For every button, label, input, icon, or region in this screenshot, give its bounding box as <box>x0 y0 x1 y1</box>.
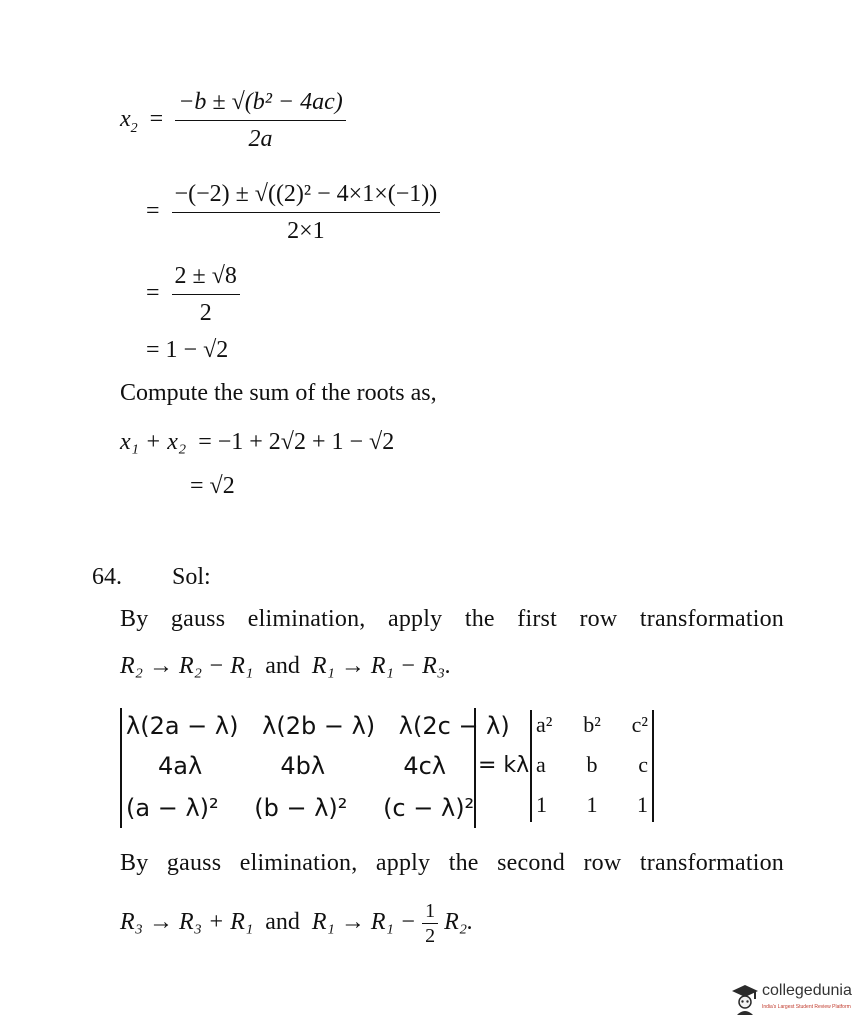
simplified-denominator: 2 <box>199 300 212 326</box>
simplified-numerator: 2 ± √8 <box>172 262 240 295</box>
half-numerator: 1 <box>422 900 438 924</box>
substituted-fraction <box>172 180 441 245</box>
det-right-cell-1-3: c² <box>631 712 648 737</box>
det-right-bar-right <box>652 710 654 822</box>
question-number: 64. <box>92 564 122 590</box>
det-left-cell-3-3: (c − λ)² <box>383 794 475 822</box>
sum-result: = √2 <box>190 473 235 499</box>
quadratic-numerator: −b ± √(b² − 4ac) <box>175 88 346 121</box>
det-left-cell-3-1: (a − λ)² <box>126 794 219 822</box>
det-right-bar-left <box>530 710 532 822</box>
substituted-numerator: −(−2) ± √((2)² − 4×1×(−1)) <box>172 180 441 213</box>
substituted-formula: = $\frac{\text{−(−2) ± √((2)² − 4×1×(−1))}}{2\times 1}$ <box>146 180 440 245</box>
det-left-cell-2-1: 4aλ <box>158 752 203 780</box>
x2-label: $x_2$ <box>120 106 138 136</box>
collegedunia-logo <box>730 980 852 1018</box>
half-denominator: 2 <box>425 925 436 947</box>
det-right-cell-2-2: b <box>586 752 598 777</box>
det-right-cell-3-2: 1 <box>586 792 598 817</box>
instruction-line-2: By gauss elimination, apply the second row transformation <box>120 850 784 876</box>
sol-label: Sol: <box>172 564 211 590</box>
det-left-row-2 <box>126 752 470 780</box>
det-right-cell-3-1: 1 <box>536 792 547 817</box>
sum-rhs: = −1 + 2√2 + 1 − √2 <box>198 429 395 455</box>
transformation-2 <box>120 900 473 947</box>
det-left-bar-left <box>120 708 122 828</box>
logo-tagline: India's Largest Student Review Platform <box>762 1004 851 1010</box>
transform-r2: R₂ → R₂ − R₁ <box>120 653 254 679</box>
det-left-row-3 <box>126 794 474 822</box>
det-right-row-3 <box>536 792 648 818</box>
x2-result: = 1 − √2 <box>146 337 229 363</box>
equals-k-lambda: = kλ <box>478 753 530 778</box>
substituted-denominator: 2×1 <box>287 218 325 244</box>
transform-and: and <box>265 653 300 679</box>
quadratic-fraction <box>175 88 346 153</box>
transformation-1 <box>120 652 451 680</box>
graduate-icon <box>730 982 760 1016</box>
det-left-cell-2-2: 4bλ <box>280 752 326 780</box>
det-left-cell-3-2: (b − λ)² <box>254 794 348 822</box>
det-left-cell-1-1: λ(2a − λ) <box>126 712 239 740</box>
det-right-cell-2-3: c <box>638 752 648 777</box>
det-right-cell-2-1: a <box>536 752 546 777</box>
sum-intro: Compute the sum of the roots as, <box>120 380 437 406</box>
det-left-row-1 <box>126 712 510 740</box>
det-right-row-1 <box>536 712 648 738</box>
det-left-cell-2-3: 4cλ <box>403 752 446 780</box>
det-right-row-2 <box>536 752 648 778</box>
simplified-formula: = $\frac{2 \pm √8}{2}$ <box>146 262 240 327</box>
sum-equation <box>120 428 394 456</box>
det-left-cell-1-2: λ(2b − λ) <box>262 712 376 740</box>
quadratic-denominator: 2a <box>248 126 273 152</box>
transform-r1: R₁ → R₁ − R₃. <box>311 653 452 679</box>
transform-and-2: and <box>265 909 300 936</box>
det-right-cell-1-1: a² <box>536 712 553 737</box>
simplified-fraction <box>172 262 240 327</box>
logo-brand: collegedunia <box>762 982 852 999</box>
instruction-line-1: By gauss elimination, apply the first row transformation <box>120 606 784 632</box>
transform-r2-tail: R₂. <box>444 909 474 936</box>
det-right-cell-1-2: b² <box>583 712 601 737</box>
det-right-cell-3-3: 1 <box>637 792 648 817</box>
transform-r3: R₃ → R₃ + R₁ <box>120 909 254 936</box>
det-left-cell-1-3: λ(2c − λ) <box>398 712 510 740</box>
transform-r1-second: R₁ → R₁ − <box>311 909 417 936</box>
x2-formula: $x_2$ = $\frac{\text{−b ± √(b² − 4ac)}}{2a}$ <box>120 88 346 153</box>
half-fraction <box>422 900 438 947</box>
sum-lhs: x₁ + x₂ <box>120 429 187 455</box>
